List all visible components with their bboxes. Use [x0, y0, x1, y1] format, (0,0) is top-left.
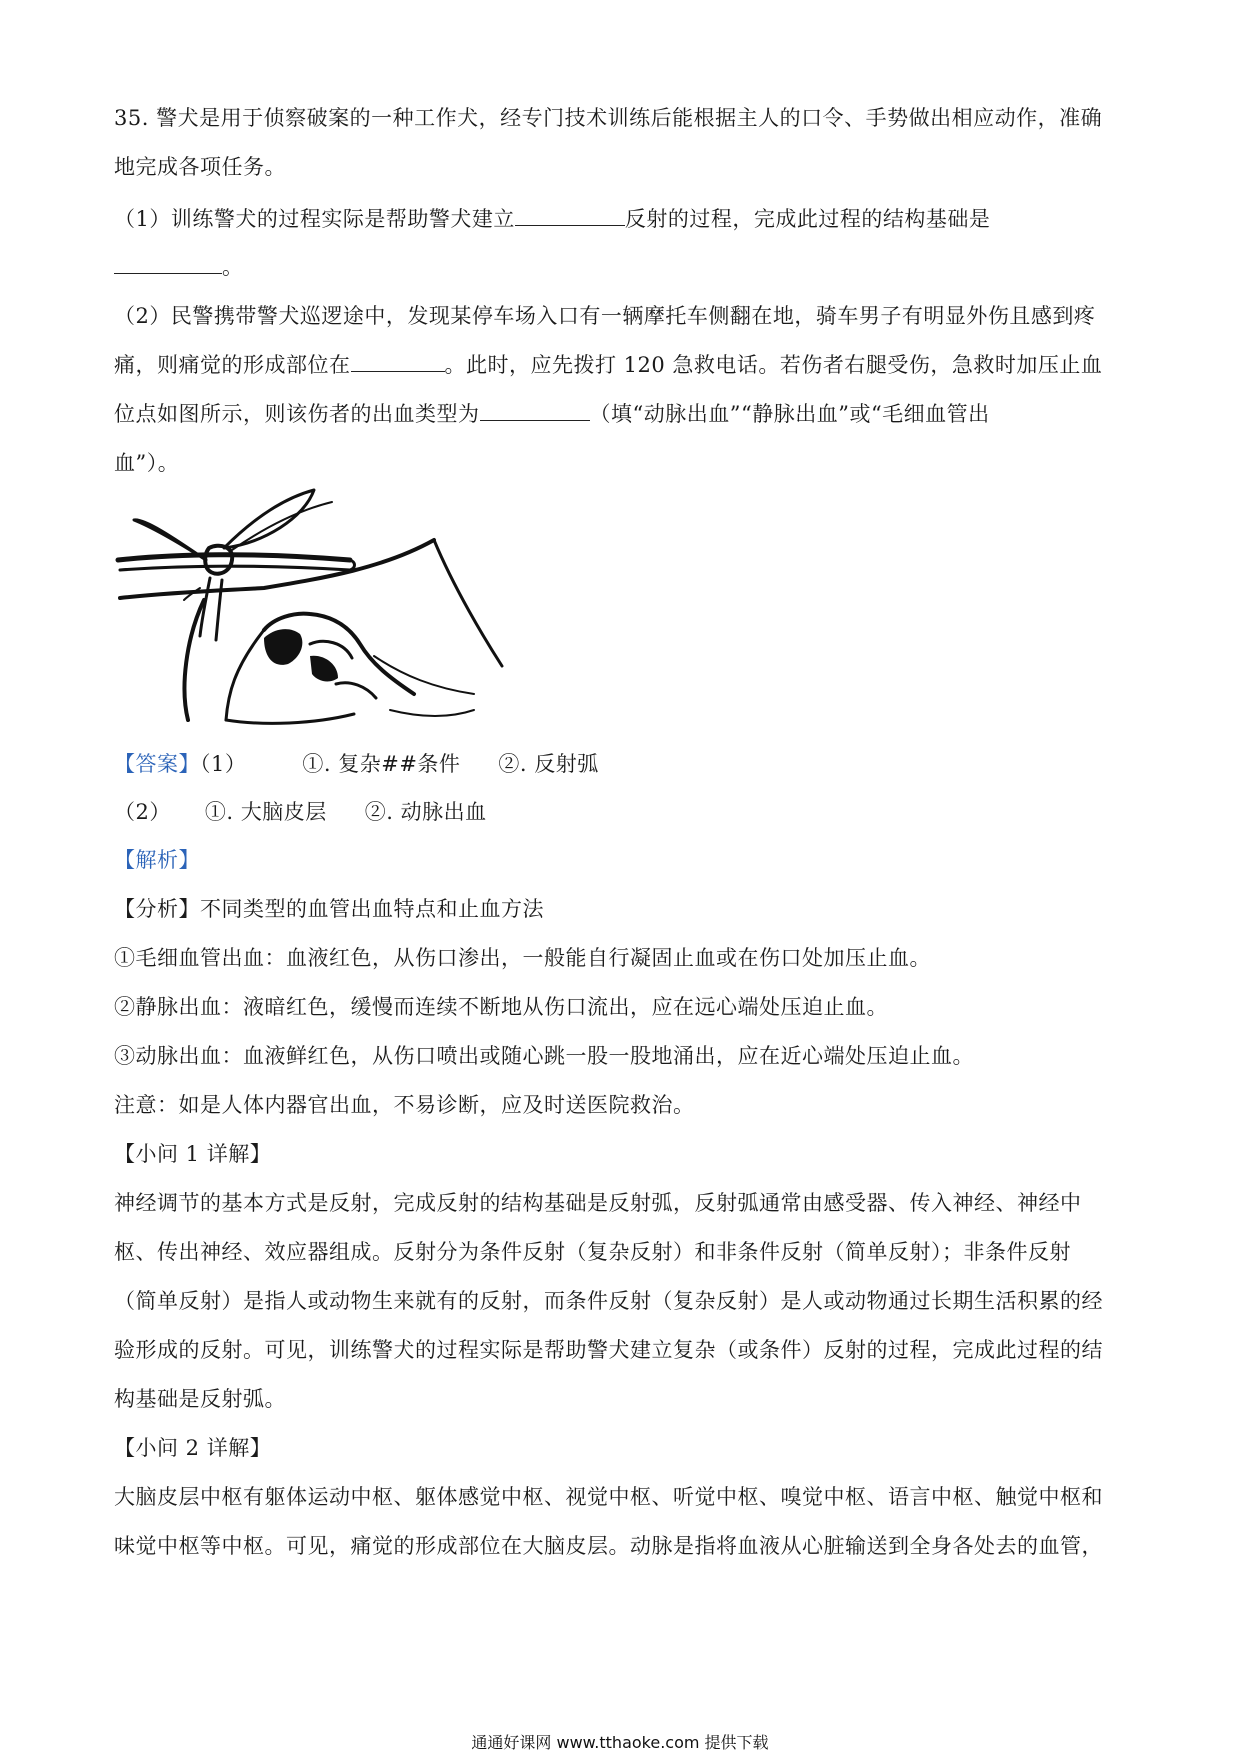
q2-text-d: （填“动脉出血”“静脉出血”或“毛细血管出 — [589, 402, 990, 426]
analysis-item-2: ②静脉出血：液暗红色，缓慢而连续不断地从伤口流出，应在远心端处压迫止血。 — [114, 995, 888, 1019]
q1-end: 。 — [222, 255, 244, 279]
answer-part-1-item-1: ①. 复杂##条件 — [302, 752, 461, 776]
detail-2-heading: 【小问 2 详解】 — [114, 1436, 272, 1460]
answer-blank-4 — [480, 402, 590, 421]
detail-1-line-4: 验形成的反射。可见，训练警犬的过程实际是帮助警犬建立复杂（或条件）反射的过程，完成此过程的结 — [114, 1338, 1103, 1362]
analysis-note: 注意：如是人体内器官出血，不易诊断，应及时送医院救治。 — [114, 1093, 695, 1117]
answer-line-2 — [114, 797, 1124, 827]
answer-part-2-item-1: ①. 大脑皮层 — [204, 800, 327, 824]
analysis-label: 【解析】 — [114, 848, 200, 872]
answer-blank-2 — [114, 255, 222, 274]
analysis-item-3: ③动脉出血：血液鲜红色，从伤口喷出或随心跳一股一股地涌出，应在近心端处压迫止血。 — [114, 1044, 974, 1068]
detail-1-line-5: 构基础是反射弧。 — [114, 1387, 286, 1411]
q2-text-a: 痛，则痛觉的形成部位在 — [114, 353, 351, 377]
answer-part-1-item-2: ②. 反射弧 — [498, 752, 599, 776]
question-line-1: 35. 警犬是用于侦察破案的一种工作犬，经专门技术训练后能根据主人的口令、手势做出相应动作，准确 — [114, 106, 1103, 130]
question-part-1 — [114, 204, 1124, 234]
question-line-2: 地完成各项任务。 — [114, 155, 286, 179]
answer-label: 【答案】 — [114, 752, 200, 776]
detail-1-line-3: （简单反射）是指人或动物生来就有的反射，而条件反射（复杂反射）是人或动物通过长期生活积累的经 — [114, 1289, 1103, 1313]
answer-blank-3 — [351, 353, 445, 372]
answer-part-1-label: （1） — [200, 752, 247, 776]
question-part-2-line-3 — [114, 399, 1124, 429]
question-part-2-line-2 — [114, 350, 1124, 380]
answer-part-2-item-2: ②. 动脉出血 — [364, 800, 487, 824]
detail-2-line-1: 大脑皮层中枢有躯体运动中枢、躯体感觉中枢、视觉中枢、听觉中枢、嗅觉中枢、语言中枢、触觉中枢和 — [114, 1485, 1103, 1509]
question-part-2-line-4: 血”）。 — [114, 451, 180, 475]
answer-line-1 — [114, 749, 1124, 779]
q2-text-b: 。此时，应先拨打 120 急救电话。若伤者右腿受伤，急救时加压止血 — [444, 353, 1103, 377]
detail-1-heading: 【小问 1 详解】 — [114, 1142, 272, 1166]
page-footer: 通通好课网 www.tthaoke.com 提供下载 — [471, 1733, 769, 1752]
question-part-2-line-1: （2）民警携带警犬巡逻途中，发现某停车场入口有一辆摩托车侧翻在地，骑车男子有明显外伤且感到疼 — [114, 304, 1096, 328]
q1-text-b: 反射的过程，完成此过程的结构基础是 — [624, 207, 991, 231]
answer-part-2-label: （2） — [114, 800, 171, 824]
analysis-item-1: ①毛细血管出血：血液红色，从伤口渗出，一般能自行凝固止血或在伤口处加压止血。 — [114, 946, 931, 970]
detail-1-line-2: 枢、传出神经、效应器组成。反射分为条件反射（复杂反射）和非条件反射（简单反射）；非条件反射 — [114, 1240, 1071, 1264]
answer-blank-1 — [515, 207, 625, 226]
analysis-heading: 【分析】不同类型的血管出血特点和止血方法 — [114, 897, 544, 921]
detail-1-line-1: 神经调节的基本方式是反射，完成反射的结构基础是反射弧，反射弧通常由感受器、传入神经、神经中 — [114, 1191, 1082, 1215]
detail-2-line-2: 味觉中枢等中枢。可见，痛觉的形成部位在大脑皮层。动脉是指将血液从心脏输送到全身各处去的血管， — [114, 1534, 1103, 1558]
question-part-1-cont — [114, 252, 1124, 282]
tourniquet-figure — [114, 488, 506, 728]
q1-text-a: （1）训练警犬的过程实际是帮助警犬建立 — [114, 207, 515, 231]
q2-text-c: 位点如图所示，则该伤者的出血类型为 — [114, 402, 480, 426]
